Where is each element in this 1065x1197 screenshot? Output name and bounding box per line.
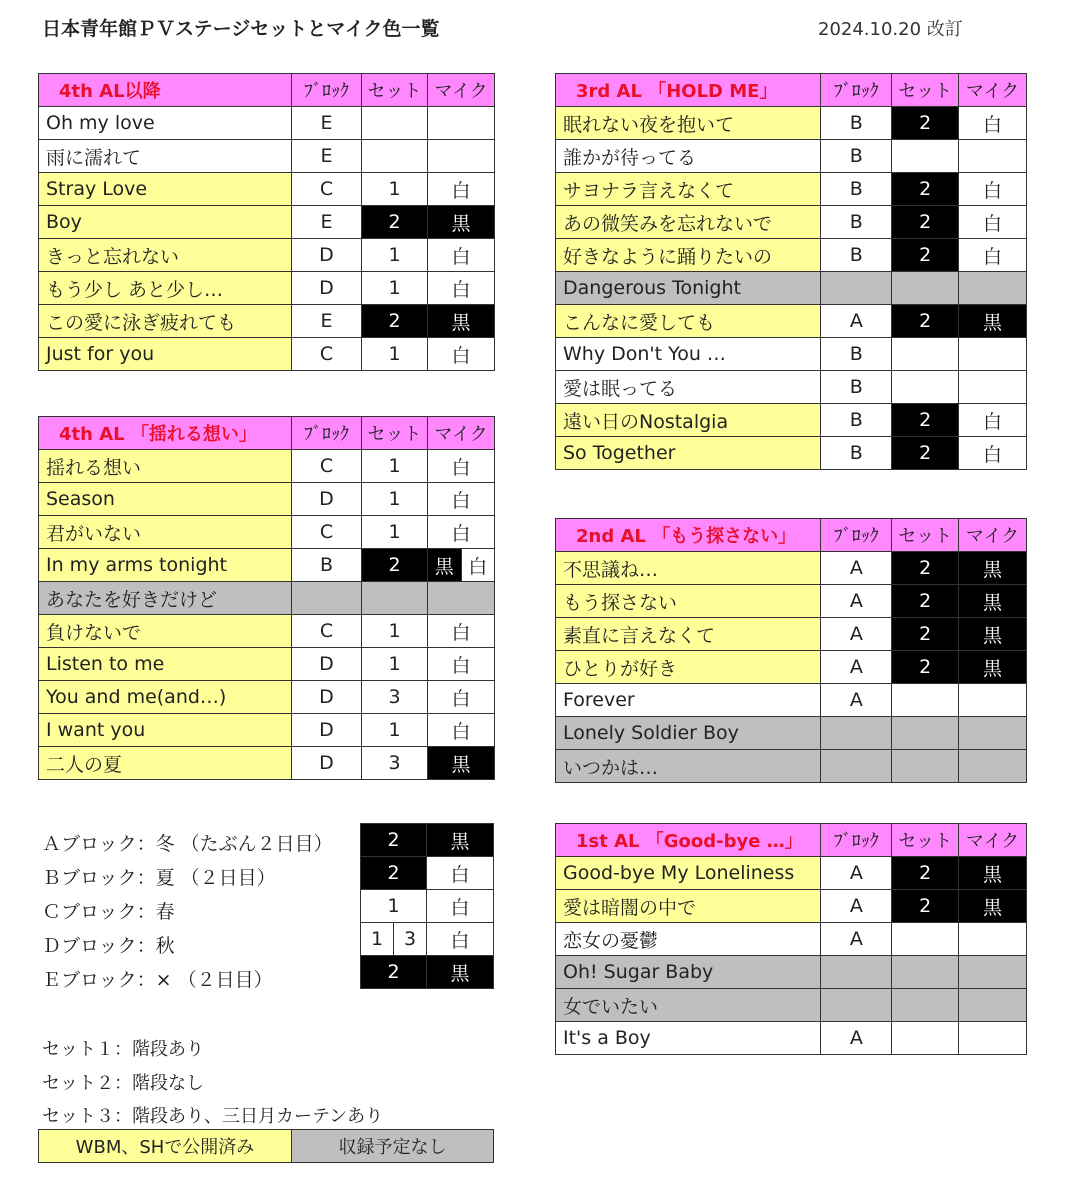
key-unplanned: 収録予定なし	[291, 1129, 494, 1163]
table-row	[556, 272, 1027, 305]
header-mic: マイク	[959, 824, 1027, 857]
block-cell: C	[292, 516, 362, 549]
mic-cell: 黒	[959, 552, 1027, 585]
block-cell: D	[292, 714, 362, 747]
table-row	[39, 747, 495, 780]
block-legend-label: Ｄブロック：秋	[42, 935, 175, 957]
set-note-1: セット１：階段あり	[42, 1039, 204, 1060]
table-row	[39, 239, 495, 272]
block-cell: B	[821, 140, 892, 173]
block-cell: C	[292, 173, 362, 206]
header-block: ﾌﾞﾛｯｸ	[821, 74, 892, 107]
mic-cell: 白	[428, 516, 495, 549]
set-cell	[362, 140, 428, 173]
table-4th-al-after	[38, 73, 495, 371]
set-cell: 2	[892, 437, 959, 470]
song-title: 愛は暗闇の中で	[556, 890, 821, 923]
song-title: Oh! Sugar Baby	[556, 956, 821, 989]
header-block: ﾌﾞﾛｯｸ	[821, 519, 892, 552]
set-cell: 1	[362, 615, 428, 648]
table-row	[556, 857, 1027, 890]
song-title: 愛は眠ってる	[556, 371, 821, 404]
block-cell: B	[821, 437, 892, 470]
mic-cell: 白	[959, 239, 1027, 272]
set-cell: 2	[362, 206, 428, 239]
mic-cell	[428, 549, 495, 582]
set-cell	[362, 582, 428, 615]
block-cell: B	[821, 173, 892, 206]
set-b: 3	[393, 923, 426, 955]
song-title: 眠れない夜を抱いて	[556, 107, 821, 140]
set-cell	[892, 956, 959, 989]
set-cell: 2	[892, 206, 959, 239]
song-title: Listen to me	[39, 648, 292, 681]
song-title: Dangerous Tonight	[556, 272, 821, 305]
mic-cell: 黒	[959, 585, 1027, 618]
set-cell: 2	[892, 305, 959, 338]
song-title: 雨に濡れて	[39, 140, 292, 173]
song-title: この愛に泳ぎ疲れても	[39, 305, 292, 338]
mic-cell: 白	[428, 272, 495, 305]
mic-cell: 白	[428, 615, 495, 648]
block-cell: A	[821, 305, 892, 338]
table-row	[556, 552, 1027, 585]
song-title: In my arms tonight	[39, 549, 292, 582]
song-title: 誰かが待ってる	[556, 140, 821, 173]
section-title: 4th AL以降	[39, 74, 292, 107]
table-row	[556, 173, 1027, 206]
table-row	[556, 404, 1027, 437]
mic-cell: 黒	[959, 651, 1027, 684]
table-row	[556, 239, 1027, 272]
song-title: Boy	[39, 206, 292, 239]
table-row	[39, 681, 495, 714]
song-title: あの微笑みを忘れないで	[556, 206, 821, 239]
song-title: So Together	[556, 437, 821, 470]
song-title: いつかは…	[556, 750, 821, 783]
set-cell: 2	[892, 651, 959, 684]
table-row	[556, 371, 1027, 404]
mic-cell: 白	[428, 681, 495, 714]
mic-cell: 白	[959, 107, 1027, 140]
set-cell: 2	[892, 173, 959, 206]
block-legend-row	[361, 857, 494, 890]
song-title: You and me(and…)	[39, 681, 292, 714]
block-cell: B	[821, 338, 892, 371]
song-title: 不思議ね…	[556, 552, 821, 585]
mic-cell	[959, 750, 1027, 783]
set-cell	[892, 338, 959, 371]
mic-cell	[959, 371, 1027, 404]
set-cell: 1	[362, 516, 428, 549]
page-title: 日本青年館ＰＶステージセットとマイク色一覧	[42, 18, 440, 40]
mic-cell: 白	[428, 648, 495, 681]
set-cell	[892, 684, 959, 717]
song-title: Lonely Soldier Boy	[556, 717, 821, 750]
block-cell: A	[821, 651, 892, 684]
set-cell: 1	[362, 483, 428, 516]
set-cell	[362, 107, 428, 140]
mic-cell: 白	[959, 437, 1027, 470]
set-cell	[892, 923, 959, 956]
song-title: 素直に言えなくて	[556, 618, 821, 651]
table-row	[39, 648, 495, 681]
set-cell	[892, 717, 959, 750]
mic-cell	[959, 140, 1027, 173]
table-row	[556, 956, 1027, 989]
set-cell: 2	[362, 305, 428, 338]
song-title: 君がいない	[39, 516, 292, 549]
block-cell	[821, 956, 892, 989]
table-row	[556, 717, 1027, 750]
set-cell: 2	[362, 549, 428, 582]
song-title: こんなに愛しても	[556, 305, 821, 338]
table-3rd-al	[555, 73, 1027, 470]
block-cell	[821, 717, 892, 750]
song-title: あなたを好きだけど	[39, 582, 292, 615]
set-cell: 2	[892, 239, 959, 272]
mic-cell: 黒	[428, 747, 495, 780]
song-title: Oh my love	[39, 107, 292, 140]
song-title: 負けないで	[39, 615, 292, 648]
table-row	[39, 549, 495, 582]
mic-cell: 黒	[959, 305, 1027, 338]
set-cell: 2	[892, 107, 959, 140]
table-2nd-al	[555, 518, 1027, 783]
mic-cell: 白	[427, 923, 494, 956]
block-cell: A	[821, 618, 892, 651]
block-cell	[821, 272, 892, 305]
section-title: 3rd AL 「HOLD ME」	[556, 74, 821, 107]
block-cell: D	[292, 483, 362, 516]
set-cell: 1	[362, 239, 428, 272]
mic-cell: 白	[428, 483, 495, 516]
section-title: 4th AL 「揺れる想い」	[39, 417, 292, 450]
mic-cell	[959, 717, 1027, 750]
set-cell	[892, 272, 959, 305]
block-cell: C	[292, 338, 362, 371]
table-row	[556, 923, 1027, 956]
header-mic: マイク	[428, 417, 495, 450]
mic-black: 黒	[428, 549, 461, 581]
set-cell: 1	[362, 450, 428, 483]
block-cell: E	[292, 140, 362, 173]
song-title: Just for you	[39, 338, 292, 371]
mic-cell: 白	[427, 890, 494, 923]
song-title: サヨナラ言えなくて	[556, 173, 821, 206]
song-title: もう探さない	[556, 585, 821, 618]
set-cell: 3	[362, 681, 428, 714]
mic-cell: 黒	[428, 305, 495, 338]
song-title: きっと忘れない	[39, 239, 292, 272]
block-legend-label: Ｅブロック：× （２日目）	[42, 969, 273, 991]
block-cell: D	[292, 648, 362, 681]
block-cell: A	[821, 684, 892, 717]
block-legend-row	[361, 824, 494, 857]
table-row	[556, 684, 1027, 717]
header-mic: マイク	[428, 74, 495, 107]
block-cell: B	[821, 206, 892, 239]
song-title: 女でいたい	[556, 989, 821, 1022]
block-cell: D	[292, 747, 362, 780]
header-set: セット	[892, 824, 959, 857]
table-row	[39, 107, 495, 140]
mic-cell	[959, 338, 1027, 371]
block-cell: E	[292, 305, 362, 338]
song-title: 二人の夏	[39, 747, 292, 780]
set-cell	[892, 371, 959, 404]
table-row	[39, 714, 495, 747]
section-title: 2nd AL 「もう探さない」	[556, 519, 821, 552]
header-set: セット	[892, 74, 959, 107]
table-row	[556, 305, 1027, 338]
song-title: Stray Love	[39, 173, 292, 206]
mic-cell: 黒	[428, 206, 495, 239]
section-title: 1st AL 「Good-bye …」	[556, 824, 821, 857]
mic-cell: 白	[428, 450, 495, 483]
table-row	[556, 1022, 1027, 1055]
table-row	[556, 140, 1027, 173]
table-row	[39, 450, 495, 483]
set-cell: 2	[892, 404, 959, 437]
mic-cell	[428, 107, 495, 140]
table-row	[39, 140, 495, 173]
revision-date: 2024.10.20 改訂	[818, 19, 963, 40]
mic-cell: 白	[428, 714, 495, 747]
block-cell	[292, 582, 362, 615]
mic-cell: 黒	[959, 618, 1027, 651]
block-legend-row	[361, 956, 494, 989]
block-cell: A	[821, 890, 892, 923]
mic-cell	[959, 956, 1027, 989]
table-row	[556, 437, 1027, 470]
set-cell: 1	[362, 272, 428, 305]
block-cell: B	[292, 549, 362, 582]
mic-cell: 白	[959, 404, 1027, 437]
header-set: セット	[892, 519, 959, 552]
table-row	[556, 585, 1027, 618]
set-cell	[892, 140, 959, 173]
mic-cell: 白	[959, 173, 1027, 206]
table-row	[556, 338, 1027, 371]
song-title: Season	[39, 483, 292, 516]
set-a: 1	[370, 928, 384, 950]
set-cell	[892, 1022, 959, 1055]
set-cell: 1	[361, 890, 427, 923]
block-cell: A	[821, 857, 892, 890]
mic-cell: 黒	[427, 956, 494, 989]
table-row	[556, 206, 1027, 239]
block-cell: A	[821, 552, 892, 585]
block-cell: D	[292, 272, 362, 305]
mic-cell	[428, 140, 495, 173]
table-row	[556, 989, 1027, 1022]
table-1st-al	[555, 823, 1027, 1055]
table-row	[39, 305, 495, 338]
set-cell: 1	[362, 648, 428, 681]
set-cell: 3	[362, 747, 428, 780]
set-cell	[361, 923, 427, 956]
set-cell	[892, 989, 959, 1022]
table-row	[556, 618, 1027, 651]
song-title: Why Don't You …	[556, 338, 821, 371]
song-title: Good-bye My Loneliness	[556, 857, 821, 890]
table-row	[39, 615, 495, 648]
block-cell: A	[821, 585, 892, 618]
song-title: It's a Boy	[556, 1022, 821, 1055]
set-cell: 1	[362, 714, 428, 747]
song-title: Forever	[556, 684, 821, 717]
block-cell: B	[821, 404, 892, 437]
mic-white: 白	[461, 549, 495, 581]
table-row	[556, 107, 1027, 140]
set-cell: 1	[362, 338, 428, 371]
set-cell: 2	[892, 552, 959, 585]
block-legend-row	[361, 890, 494, 923]
table-row	[39, 338, 495, 371]
table-row	[39, 173, 495, 206]
mic-cell: 黒	[427, 824, 494, 857]
song-title: 恋女の憂鬱	[556, 923, 821, 956]
set-note-2: セット２：階段なし	[42, 1073, 204, 1094]
table-row	[556, 890, 1027, 923]
block-cell	[821, 989, 892, 1022]
table-row	[39, 483, 495, 516]
mic-cell	[959, 684, 1027, 717]
mic-cell	[959, 923, 1027, 956]
header-mic: マイク	[959, 74, 1027, 107]
header-block: ﾌﾞﾛｯｸ	[292, 417, 362, 450]
table-row	[39, 272, 495, 305]
mic-cell	[959, 272, 1027, 305]
mic-cell	[428, 582, 495, 615]
mic-cell: 白	[427, 857, 494, 890]
set-cell: 1	[362, 173, 428, 206]
mic-cell: 白	[428, 239, 495, 272]
table-4th-al	[38, 416, 495, 780]
block-cell	[821, 750, 892, 783]
block-legend-label: Ａブロック：冬 （たぶん２日目）	[42, 833, 333, 855]
mic-cell	[959, 1022, 1027, 1055]
song-title: ひとりが好き	[556, 651, 821, 684]
block-legend-row	[361, 923, 494, 956]
set-cell: 2	[892, 890, 959, 923]
set-cell: 2	[892, 857, 959, 890]
header-block: ﾌﾞﾛｯｸ	[821, 824, 892, 857]
set-note-3: セット３：階段あり、三日月カーテンあり	[42, 1106, 384, 1127]
song-title: 揺れる想い	[39, 450, 292, 483]
set-cell: 2	[361, 956, 427, 989]
block-cell: C	[292, 450, 362, 483]
block-cell: B	[821, 239, 892, 272]
table-row	[556, 651, 1027, 684]
block-legend-label: Ｃブロック：春	[42, 901, 175, 923]
header-set: セット	[362, 417, 428, 450]
song-title: もう少し あと少し…	[39, 272, 292, 305]
block-cell: B	[821, 371, 892, 404]
table-row	[556, 750, 1027, 783]
set-cell: 2	[892, 585, 959, 618]
header-block: ﾌﾞﾛｯｸ	[292, 74, 362, 107]
table-row	[39, 516, 495, 549]
header-mic: マイク	[959, 519, 1027, 552]
set-cell: 2	[361, 824, 427, 857]
mic-cell: 黒	[959, 857, 1027, 890]
song-title: 好きなように踊りたいの	[556, 239, 821, 272]
mic-cell	[959, 989, 1027, 1022]
set-cell: 2	[892, 618, 959, 651]
block-cell: D	[292, 239, 362, 272]
mic-cell: 白	[959, 206, 1027, 239]
block-cell: D	[292, 681, 362, 714]
key-released: WBM、SHで公開済み	[38, 1129, 292, 1163]
set-cell	[892, 750, 959, 783]
header-set: セット	[362, 74, 428, 107]
block-cell: E	[292, 206, 362, 239]
block-legend-label: Ｂブロック：夏 （２日目）	[42, 867, 276, 889]
table-row	[39, 206, 495, 239]
block-cell: E	[292, 107, 362, 140]
block-cell: A	[821, 923, 892, 956]
song-title: I want you	[39, 714, 292, 747]
block-legend-table	[360, 823, 494, 989]
table-row	[39, 582, 495, 615]
block-cell: C	[292, 615, 362, 648]
mic-cell: 白	[428, 173, 495, 206]
block-cell: A	[821, 1022, 892, 1055]
block-cell: B	[821, 107, 892, 140]
mic-cell: 黒	[959, 890, 1027, 923]
set-cell: 2	[361, 857, 427, 890]
mic-cell: 白	[428, 338, 495, 371]
song-title: 遠い日のNostalgia	[556, 404, 821, 437]
